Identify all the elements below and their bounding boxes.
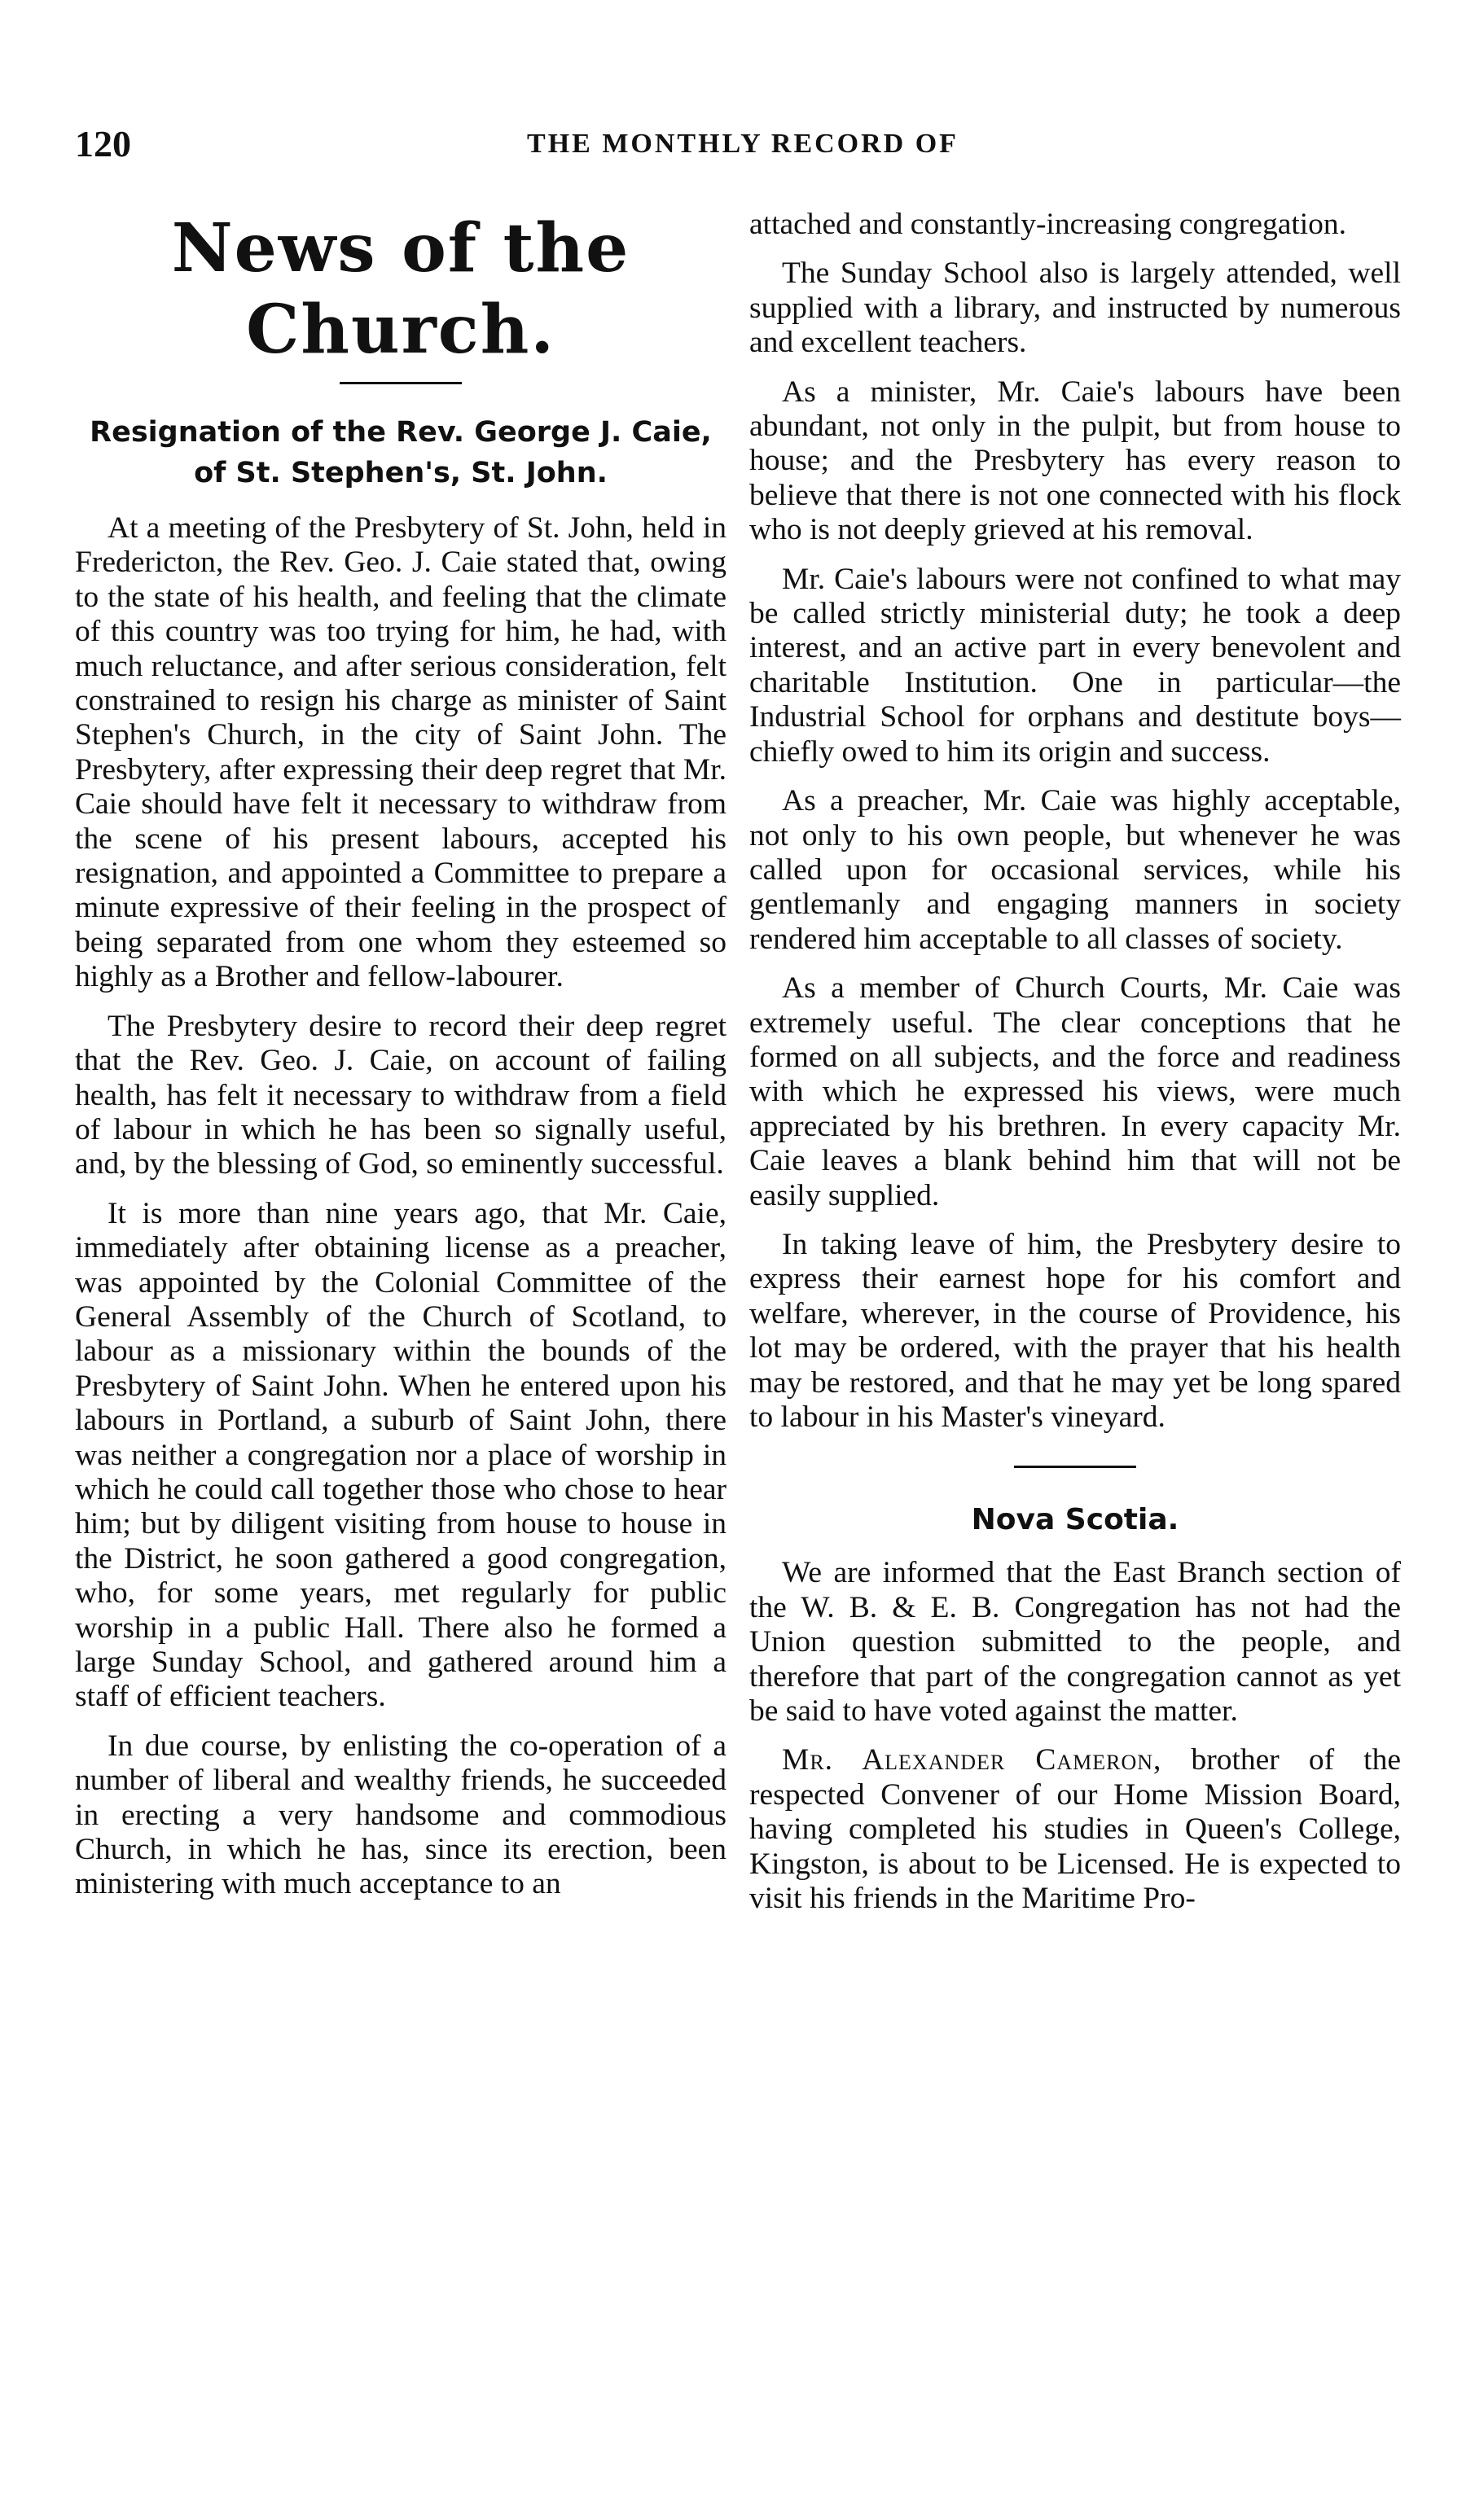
article-paragraph: It is more than nine years ago, that Mr. Caie, immediately after obtaining license as a preacher, was appointed by the Colonial Committee of the General Assembly of the Church of Scotland, to labour as a missionary within the bounds of the Presbytery of Saint John. When he entered upon his labours in Portland, a suburb of Saint John, there was neither a congregation nor a place of worship in which he could call together those who chose to hear him; but by diligent visiting from house to house in the District, he soon gathered a good congregation, who, for some years, met regularly for public worship in a public Hall. There also he formed a large Sunday School, and gathered around him a staff of efficient teachers. (75, 1196, 727, 1714)
left-column (75, 208, 727, 1917)
article-paragraph: As a member of Church Courts, Mr. Caie was extremely useful. The clear conceptions that he formed on all subjects, and the force and readiness with which he expressed his views, were much appreciated by his brethren. In every capacity Mr. Caie leaves a blank behind him that will not be easily supplied. (749, 971, 1401, 1212)
article-paragraph: As a preacher, Mr. Caie was highly acceptable, not only to his own people, but whenever he was called upon for occasional services, while his gentlemanly and engaging manners in society rendered him acceptable to all classes of society. (749, 784, 1401, 956)
section-masthead: News of the Church. (171, 209, 630, 369)
continued-paragraph: attached and constantly-increasing congregation. (749, 208, 1347, 241)
article-paragraph: In due course, by enlisting the co-operation of a number of liberal and wealthy friends, he succeeded in erecting a very handsome and commodious Church, in which he has, since its erection, been ministering with much acceptance to an (75, 1729, 727, 1901)
article-paragraph: As a minister, Mr. Caie's labours have been abundant, not only in the pulpit, but from house to house; and the Presbytery has every reason to believe that there is not one connected with his flock who is not deeply grieved at his removal. (749, 375, 1401, 547)
cameron-text: brother of the respected Convener of our Home Mission Board, having completed his studies in Queen's College, Kingston, is about to be Licensed. He is expected to visit his friends in the Maritime Pro- (749, 1743, 1401, 1916)
person-name: Mr. Alexander Cameron, (782, 1743, 1162, 1777)
cameron-paragraph (749, 1743, 1401, 1916)
article-paragraph: The Sunday School also is largely attended, well supplied with a library, and instructed by numerous and excellent teachers. (749, 256, 1401, 360)
nova-scotia-paragraph: We are informed that the East Branch section of the W. B. & E. B. Congregation has not had the Union question submitted to the people, and therefore that part of the congregation cannot as yet be said to have voted against the matter. (749, 1556, 1401, 1729)
article-paragraph: In taking leave of him, the Presbytery desire to express their earnest hope for his comfort and welfare, wherever, in the course of Providence, his lot may be ordered, with the prayer that his health may be restored, and that he may yet be long spared to labour in his Master's vineyard. (749, 1227, 1401, 1434)
article-paragraph: Mr. Caie's labours were not confined to what may be called strictly ministerial duty; he took a deep interest, and an active part in every benevolent and charitable Institution. One in particular—the Industrial School for orphans and destitute boys—chiefly owed to him its origin and success. (749, 562, 1401, 769)
section-divider (1014, 1466, 1136, 1468)
page-number: 120 (75, 123, 131, 164)
article-paragraph: The Presbytery desire to record their deep regret that the Rev. Geo. J. Caie, on account of failing health, has felt it necessary to withdraw from a field of labour in which he has been so signally useful, and, by the blessing of God, so eminently successful. (75, 1009, 727, 1181)
article-paragraph: At a meeting of the Presbytery of St. John, held in Fredericton, the Rev. Geo. J. Caie stated that, owing to the state of his health, and feeling that the climate of this country was too trying for him, he had, with much reluctance, and after serious consideration, felt constrained to resign his charge as minister of Saint Stephen's Church, in the city of Saint John. The Presbytery, after expressing their deep regret that Mr. Caie should have felt it necessary to withdraw from the scene of his present labours, accepted his resignation, and appointed a Committee to prepare a minute expressive of their feeling in the prospect of being separated from one whom they esteemed so highly as a Brother and fellow-labourer. (75, 511, 727, 994)
journal-title: THE MONTHLY RECORD OF (527, 129, 959, 159)
right-column (749, 208, 1401, 1931)
running-head (75, 122, 1411, 171)
masthead-rule (340, 382, 462, 384)
article-headline: Resignation of the Rev. George J. Caie, of St. Stephen's, St. John. (90, 416, 712, 489)
section-heading-nova-scotia: Nova Scotia. (971, 1503, 1179, 1537)
